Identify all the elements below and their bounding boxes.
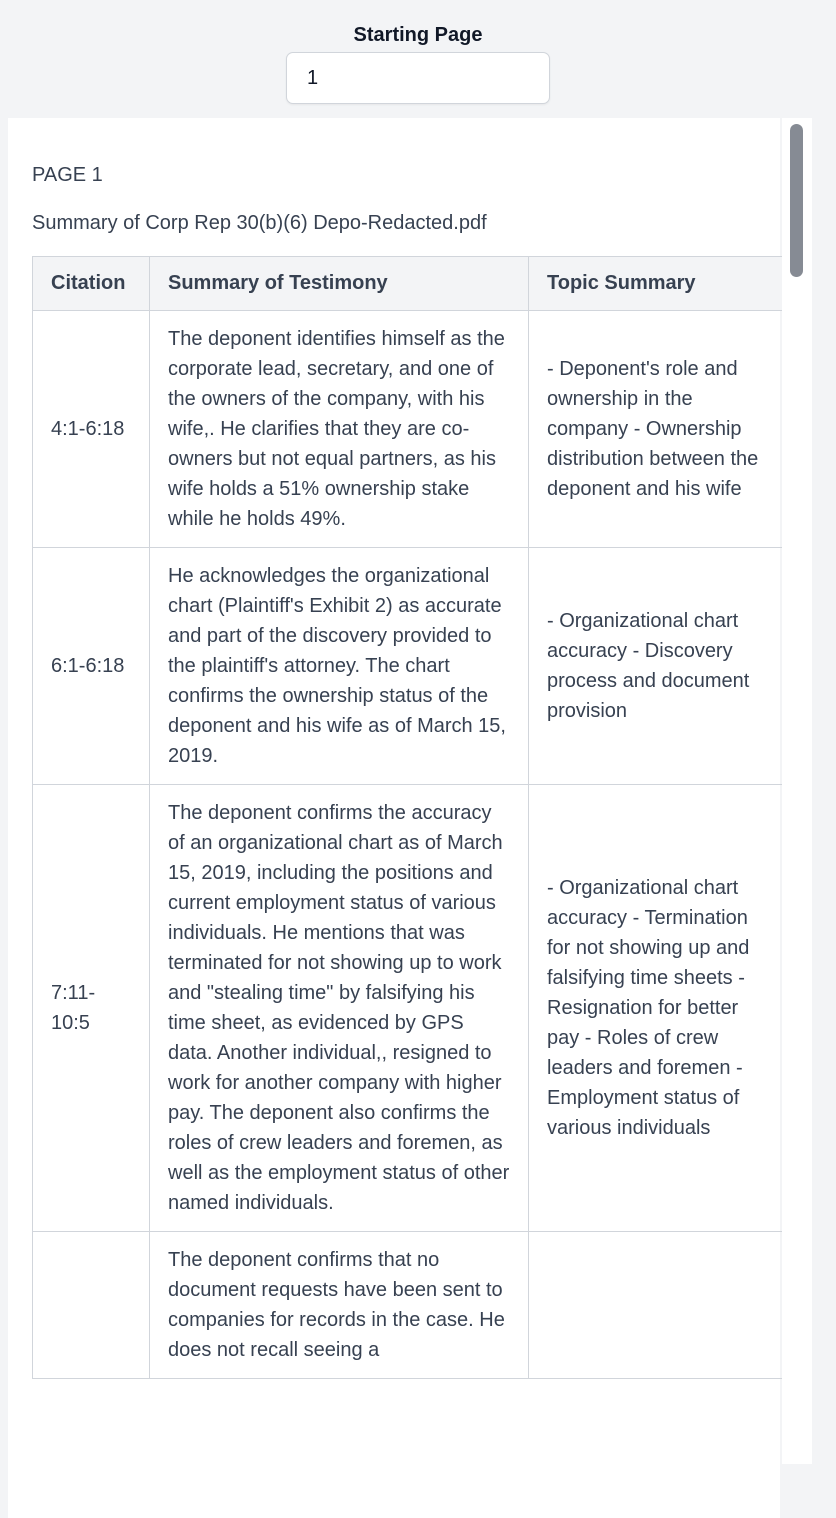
table-row (33, 1232, 784, 1379)
starting-page-section (0, 0, 836, 104)
citation-cell: 7:11-10:5 (33, 785, 150, 1232)
starting-page-input[interactable] (286, 52, 550, 104)
citation-cell: 4:1-6:18 (33, 311, 150, 548)
scrollbar-thumb[interactable] (790, 124, 803, 277)
citation-cell: 6:1-6:18 (33, 548, 150, 785)
column-header-testimony: Summary of Testimony (150, 257, 529, 311)
file-title: Summary of Corp Rep 30(b)(6) Depo-Redacted.pdf (32, 212, 487, 234)
page-label: PAGE 1 (32, 164, 103, 186)
table-header-row (33, 257, 784, 311)
summary-table (32, 256, 784, 1379)
table-row (33, 548, 784, 785)
table-row (33, 785, 784, 1232)
column-header-topic: Topic Summary (529, 257, 784, 311)
testimony-cell: The deponent confirms that no document requests have been sent to companies for records in the case. He does not recall seeing a (150, 1232, 529, 1379)
column-header-citation: Citation (33, 257, 150, 311)
topic-cell (529, 1232, 784, 1379)
table-row (33, 311, 784, 548)
testimony-cell: He acknowledges the organizational chart (Plaintiff's Exhibit 2) as accurate and part of the discovery provided to the plaintiff's attorney. The chart confirms the ownership status of the deponent and his wife as of March 15, 2019. (150, 548, 529, 785)
topic-cell: - Organizational chart accuracy - Termination for not showing up and falsifying time sheets - Resignation for better pay - Roles of crew leaders and foremen - Employment status of various individuals (529, 785, 784, 1232)
citation-cell (33, 1232, 150, 1379)
starting-page-label: Starting Page (353, 24, 483, 46)
summary-panel (8, 118, 780, 1518)
testimony-cell: The deponent confirms the accuracy of an organizational chart as of March 15, 2019, including the positions and current employment status of various individuals. He mentions that was terminated for not showing up to work and "stealing time" by falsifying his time sheet, as evidenced by GPS data. Another individual,, resigned to work for another company with higher pay. The deponent also confirms the roles of crew leaders and foremen, as well as the employment status of other named individuals. (150, 785, 529, 1232)
testimony-cell: The deponent identifies himself as the corporate lead, secretary, and one of the owners of the company, with his wife,. He clarifies that they are co-owners but not equal partners, as his wife holds a 51% ownership stake while he holds 49%. (150, 311, 529, 548)
topic-cell: - Deponent's role and ownership in the company - Ownership distribution between the deponent and his wife (529, 311, 784, 548)
topic-cell: - Organizational chart accuracy - Discovery process and document provision (529, 548, 784, 785)
scrollbar[interactable] (782, 118, 812, 1464)
